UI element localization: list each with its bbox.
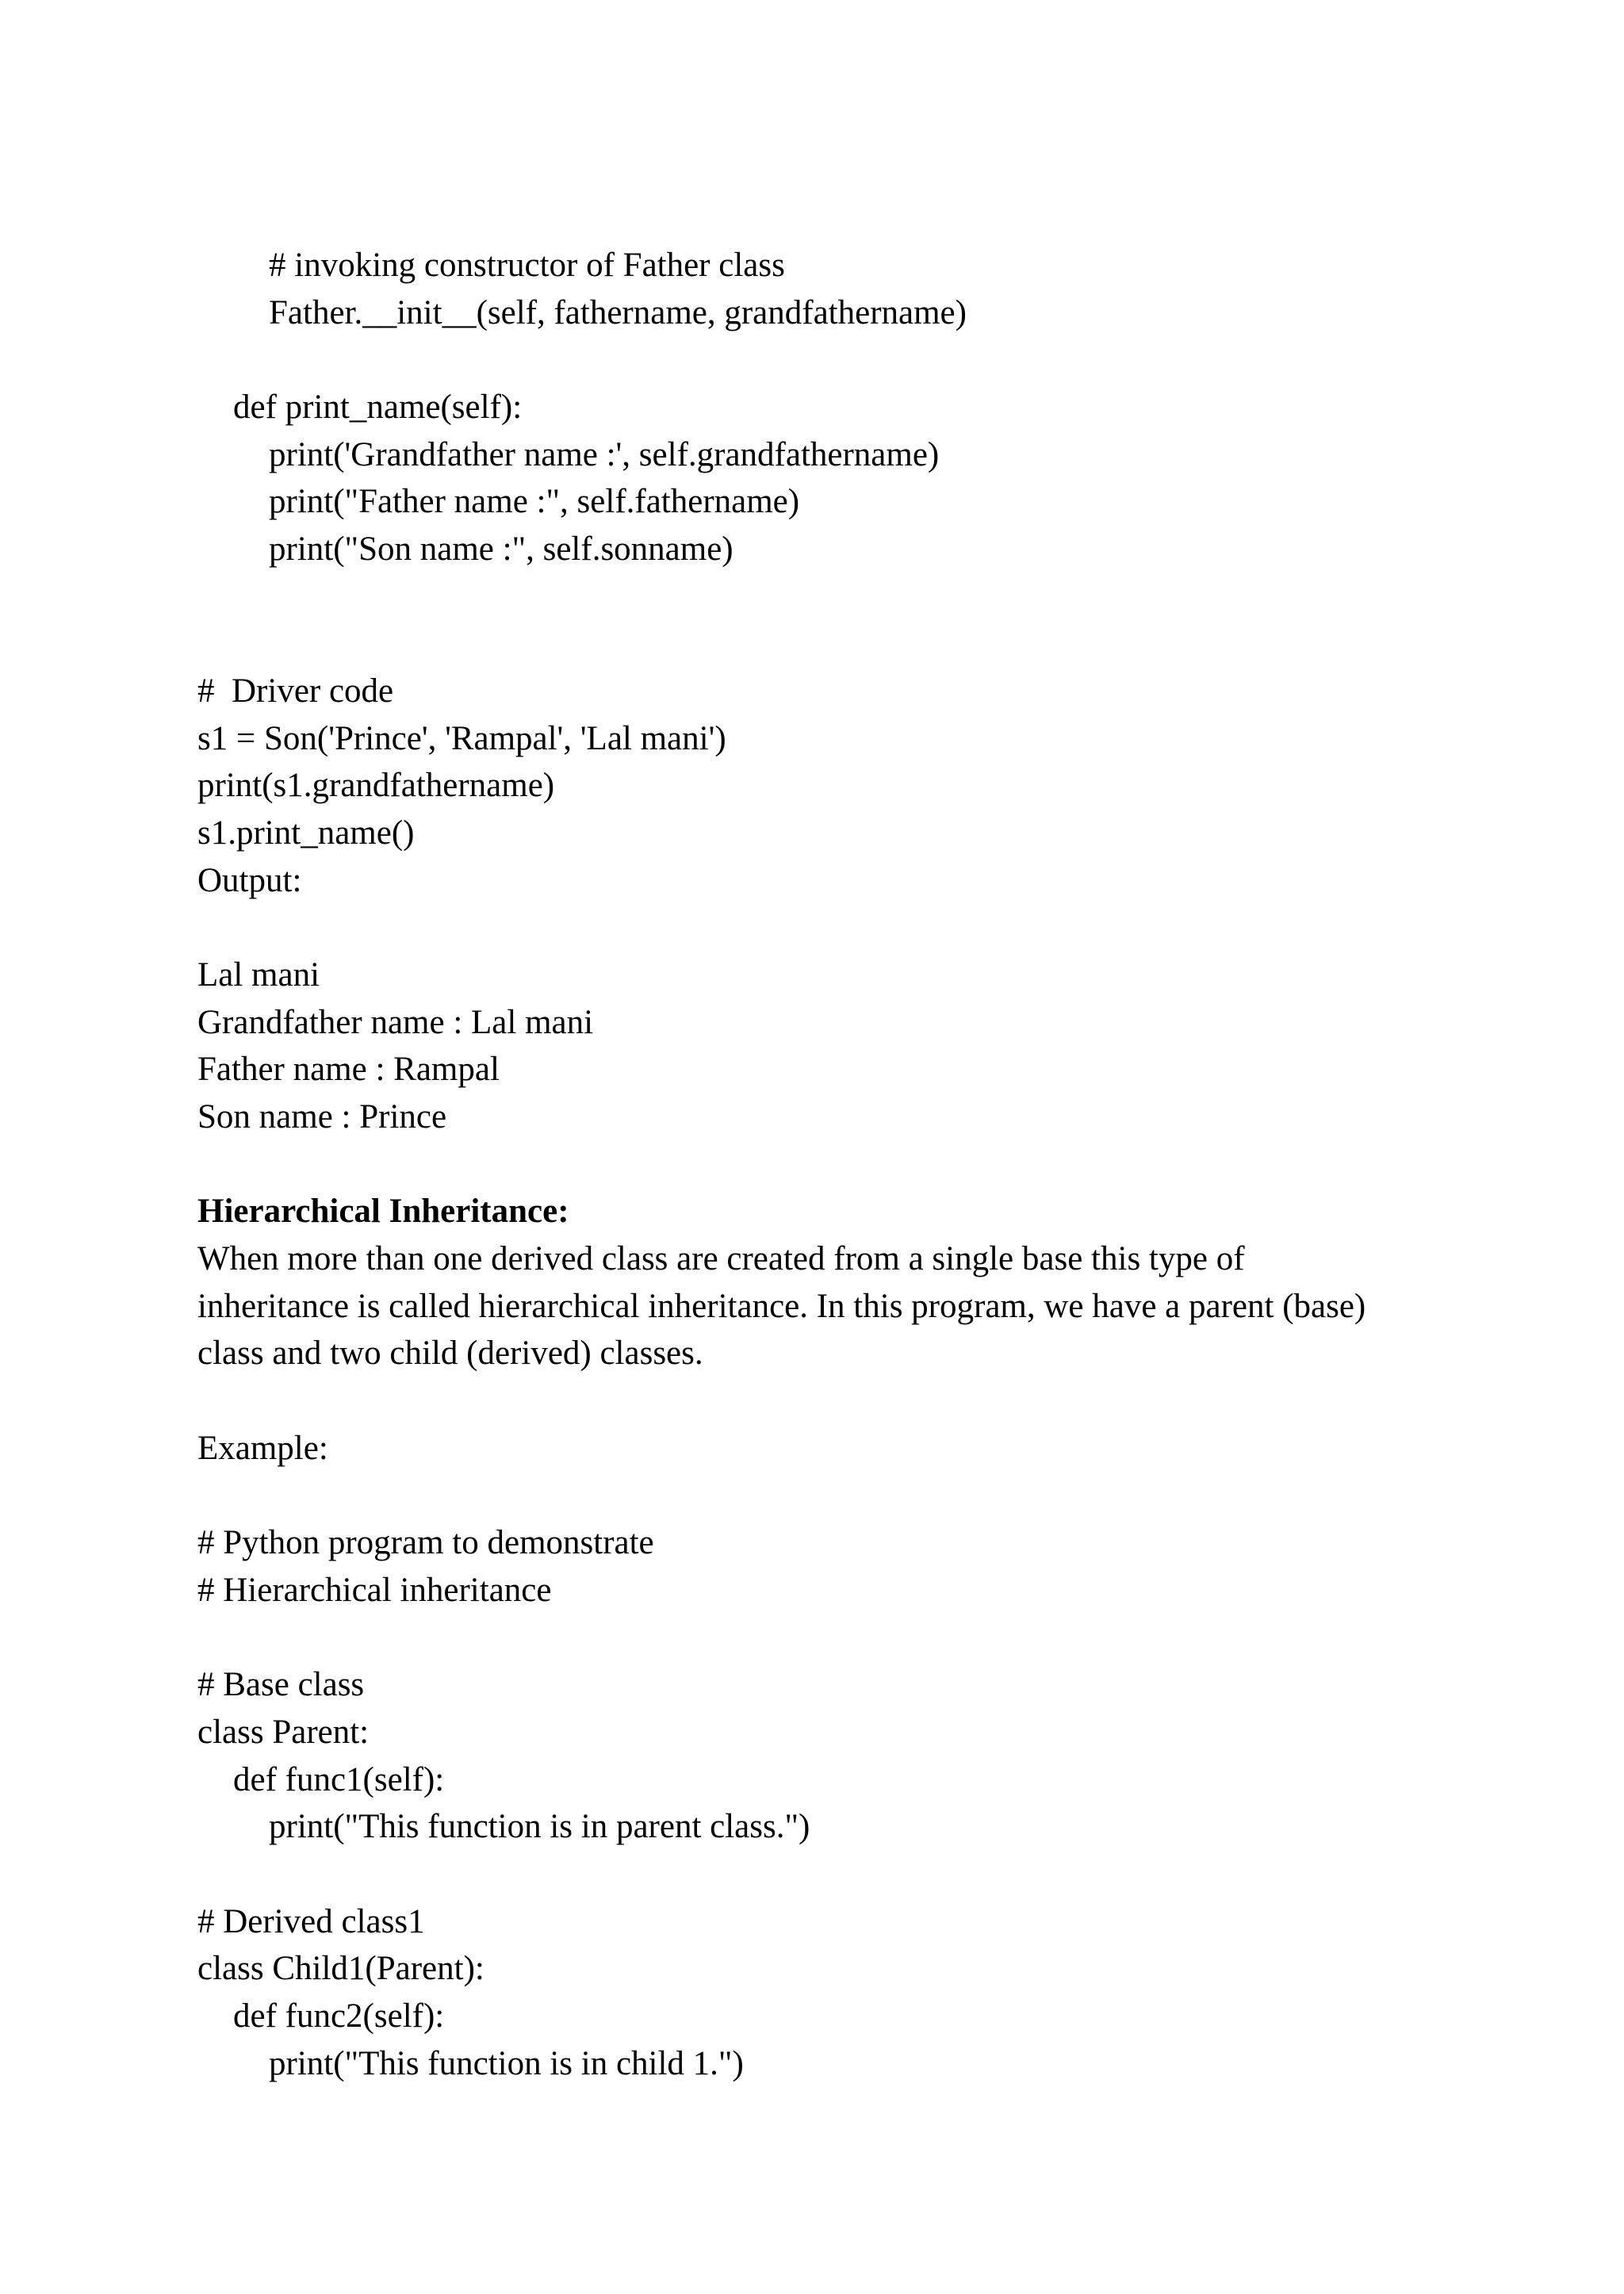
code-line: print('Grandfather name :', self.grandfathername) bbox=[269, 435, 940, 473]
code-comment: # Derived class1 bbox=[197, 1902, 425, 1940]
paragraph-line: inheritance is called hierarchical inheritance. In this program, we have a parent (base) bbox=[197, 1287, 1366, 1325]
code-line: Father.__init__(self, fathername, grandfathername) bbox=[269, 293, 967, 331]
code-comment: # Hierarchical inheritance bbox=[197, 1571, 552, 1609]
paragraph-line: class and two child (derived) classes. bbox=[197, 1335, 703, 1373]
code-line: print("Son name :", self.sonname) bbox=[269, 530, 733, 569]
output-label: Output: bbox=[197, 861, 302, 899]
code-line: class Parent: bbox=[197, 1713, 370, 1751]
spacer bbox=[197, 573, 1434, 668]
output-line: Son name : Prince bbox=[197, 1098, 447, 1136]
code-line: # invoking constructor of Father class bbox=[269, 247, 785, 284]
code-line: print("This function is in parent class.") bbox=[269, 1808, 810, 1846]
code-line: s1 = Son('Prince', 'Rampal', 'Lal mani') bbox=[197, 719, 726, 757]
output-line: Grandfather name : Lal mani bbox=[197, 1003, 594, 1041]
blank-line bbox=[197, 1473, 1434, 1520]
code-comment: # Python program to demonstrate bbox=[197, 1524, 654, 1562]
code-line: def func1(self): bbox=[233, 1760, 445, 1798]
blank-line bbox=[197, 904, 1434, 952]
code-line: class Child1(Parent): bbox=[197, 1950, 485, 1988]
output-line: Lal mani bbox=[197, 956, 320, 994]
code-line: # Driver code bbox=[197, 672, 394, 710]
program-output bbox=[197, 952, 1434, 1141]
code-line: s1.print_name() bbox=[197, 814, 415, 852]
example-label: Example: bbox=[197, 1429, 328, 1467]
code-line: def print_name(self): bbox=[233, 389, 523, 427]
code-comment: # Base class bbox=[197, 1666, 365, 1704]
blank-line bbox=[197, 1377, 1434, 1425]
code-line: print("This function is in child 1.") bbox=[269, 2044, 744, 2082]
code-line: print("Father name :", self.fathername) bbox=[269, 483, 800, 521]
code-line: def func2(self): bbox=[233, 1997, 445, 2035]
code-block-son-class bbox=[197, 242, 1434, 573]
code-block-example bbox=[197, 1519, 1434, 2087]
blank-line bbox=[197, 1141, 1434, 1189]
output-line: Father name : Rampal bbox=[197, 1051, 500, 1089]
blank-line bbox=[197, 336, 1434, 384]
section-hierarchical-inheritance bbox=[197, 1188, 1434, 1472]
page-content bbox=[197, 242, 1434, 2087]
blank-line bbox=[197, 1614, 1434, 1662]
code-block-driver bbox=[197, 668, 1434, 904]
blank-line bbox=[197, 1851, 1434, 1898]
section-heading: Hierarchical Inheritance: bbox=[197, 1193, 569, 1231]
code-line: print(s1.grandfathername) bbox=[197, 767, 555, 805]
paragraph-line: When more than one derived class are created from a single base this type of bbox=[197, 1240, 1245, 1278]
